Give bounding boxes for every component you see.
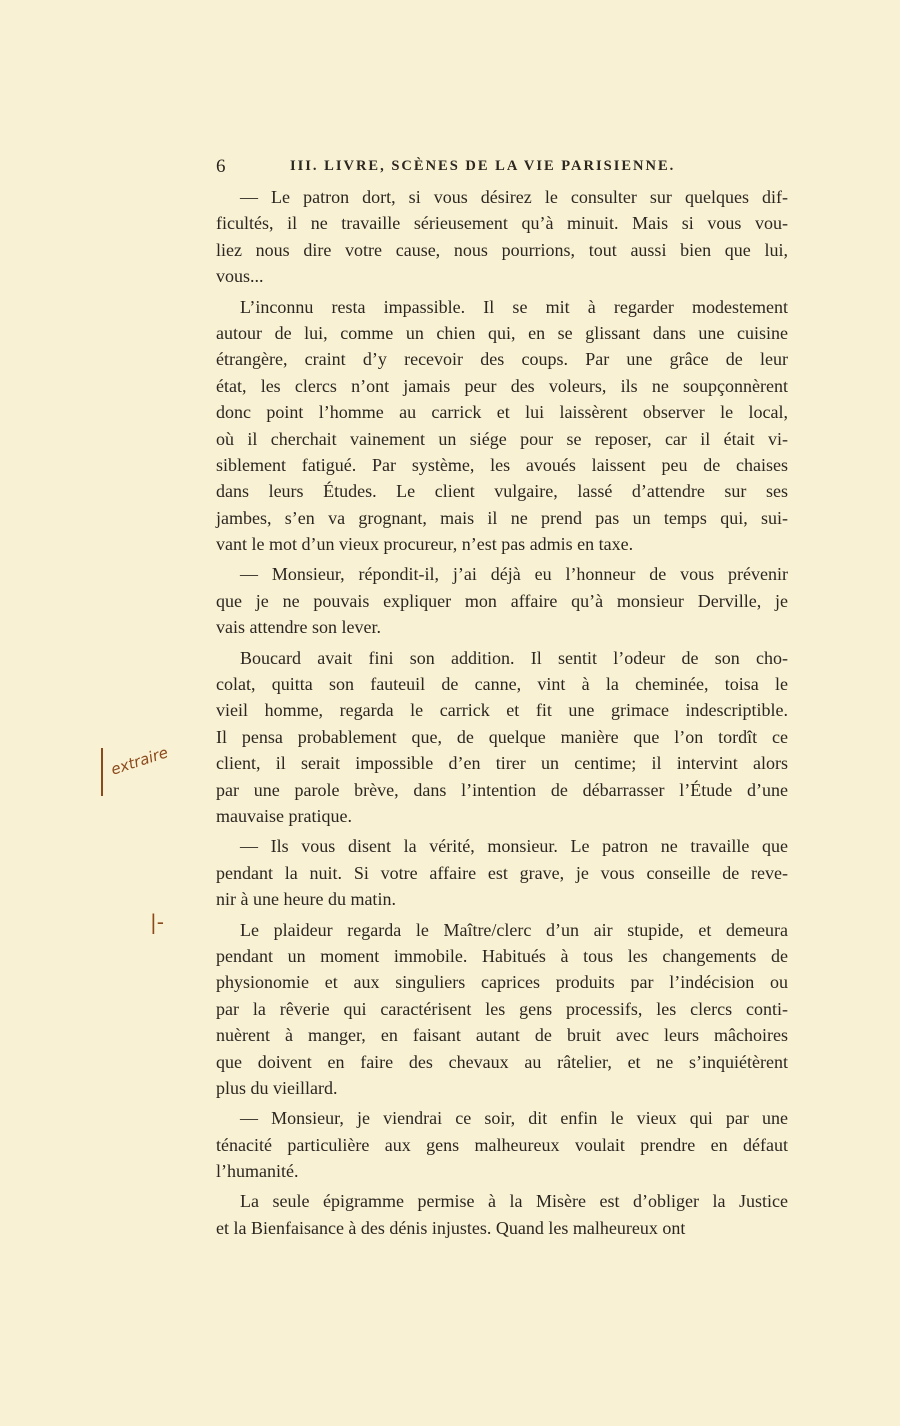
paragraph (216, 1188, 788, 1241)
text-line: état, les clercs n’ont jamais peur des voleurs, ils ne soupçonnèrent (216, 375, 788, 396)
text-line: l’humanité. (216, 1161, 299, 1182)
text-line: nir à une heure du matin. (216, 889, 396, 910)
text-line: Il pensa probablement que, de quelque manière que l’on tordît ce (216, 726, 788, 747)
text-line: — Ils vous disent la vérité, monsieur. Le patron ne travaille que (240, 836, 788, 857)
page-number: 6 (216, 156, 226, 177)
running-title: III. LIVRE, SCÈNES DE LA VIE PARISIENNE. (290, 158, 676, 174)
text-line: par une parole brève, dans l’intention de débarrasser l’Étude d’une (216, 779, 788, 800)
text-line: vant le mot d’un vieux procureur, n’est pas admis en taxe. (216, 534, 634, 555)
paragraph (216, 645, 788, 830)
paragraph (216, 1105, 788, 1184)
page-header (216, 156, 788, 180)
page-body (216, 184, 788, 1245)
text-line: où il cherchait vainement un siége pour se reposer, car il était vi- (216, 428, 788, 449)
text-line: client, il serait impossible d’en tirer un centime; il intervint alors (216, 753, 788, 774)
text-line: pendant un moment immobile. Habitués à tous les changements de (216, 945, 788, 966)
margin-note-extraire: extraire (108, 743, 171, 779)
text-line: et la Bienfaisance à des dénis injustes. Quand les malheureux ont (216, 1217, 686, 1238)
text-line: — Monsieur, je viendrai ce soir, dit enfin le vieux qui par une (240, 1108, 788, 1129)
text-line: que je ne pouvais expliquer mon affaire qu’à monsieur Derville, je (216, 590, 788, 611)
text-line: vieil homme, regarda le carrick et fit une grimace indescriptible. (216, 700, 788, 721)
text-line: colat, quitta son fauteuil de canne, vint à la cheminée, toisa le (216, 674, 788, 695)
paragraph (216, 917, 788, 1102)
text-line: plus du vieillard. (216, 1077, 338, 1098)
text-line: Boucard avait fini son addition. Il sentit l’odeur de son cho- (240, 647, 788, 668)
text-line: L’inconnu resta impassible. Il se mit à regarder modestement (240, 296, 788, 317)
text-line: — Le patron dort, si vous désirez le consulter sur quelques dif- (240, 187, 788, 207)
paragraph (216, 561, 788, 640)
paragraph (216, 833, 788, 912)
margin-bar (101, 748, 103, 796)
text-line: ténacité particulière aux gens malheureux voulait prendre en défaut (216, 1134, 788, 1155)
text-line: siblement fatigué. Par système, les avoués laissent peu de chaises (216, 454, 788, 475)
text-line: ficultés, il ne travaille sérieusement qu’à minuit. Mais si vous vou- (216, 213, 788, 234)
text-line: donc point l’homme au carrick et lui laissèrent observer le local, (216, 402, 788, 423)
text-line: physionomie et aux singuliers caprices produits par l’indécision ou (216, 972, 788, 993)
text-line: mauvaise pratique. (216, 805, 352, 826)
text-line: nuèrent à manger, en faisant autant de bruit avec leurs mâchoires (216, 1025, 788, 1046)
text-line: par la rêverie qui caractérisent les gens processifs, les clercs conti- (216, 998, 788, 1019)
text-line: étrangère, craint d’y recevoir des coups. Par une grâce de leur (216, 349, 788, 370)
paragraph (216, 294, 788, 558)
paragraph (216, 184, 788, 290)
text-line: jambes, s’en va grognant, mais il ne prend pas un temps qui, sui- (216, 507, 788, 528)
text-line: vais attendre son lever. (216, 617, 381, 638)
text-line: La seule épigramme permise à la Misère est d’obliger la Justice (240, 1191, 788, 1212)
text-line: — Monsieur, répondit-il, j’ai déjà eu l’honneur de vous prévenir (240, 564, 788, 585)
text-line: liez nous dire votre cause, nous pourrions, tout aussi bien que lui, (216, 239, 788, 260)
text-line: que doivent en faire des chevaux au râtelier, et ne s’inquiétèrent (216, 1051, 788, 1072)
text-line: dans leurs Études. Le client vulgaire, lassé d’attendre sur ses (216, 481, 788, 502)
text-line: autour de lui, comme un chien qui, en se glissant dans une cuisine (216, 322, 788, 343)
margin-note-mark: |- (150, 910, 164, 934)
text-line: pendant la nuit. Si votre affaire est grave, je vous conseille de reve- (216, 862, 788, 883)
text-line: vous... (216, 266, 264, 287)
text-line: Le plaideur regarda le Maître/clerc d’un air stupide, et demeura (240, 919, 788, 940)
